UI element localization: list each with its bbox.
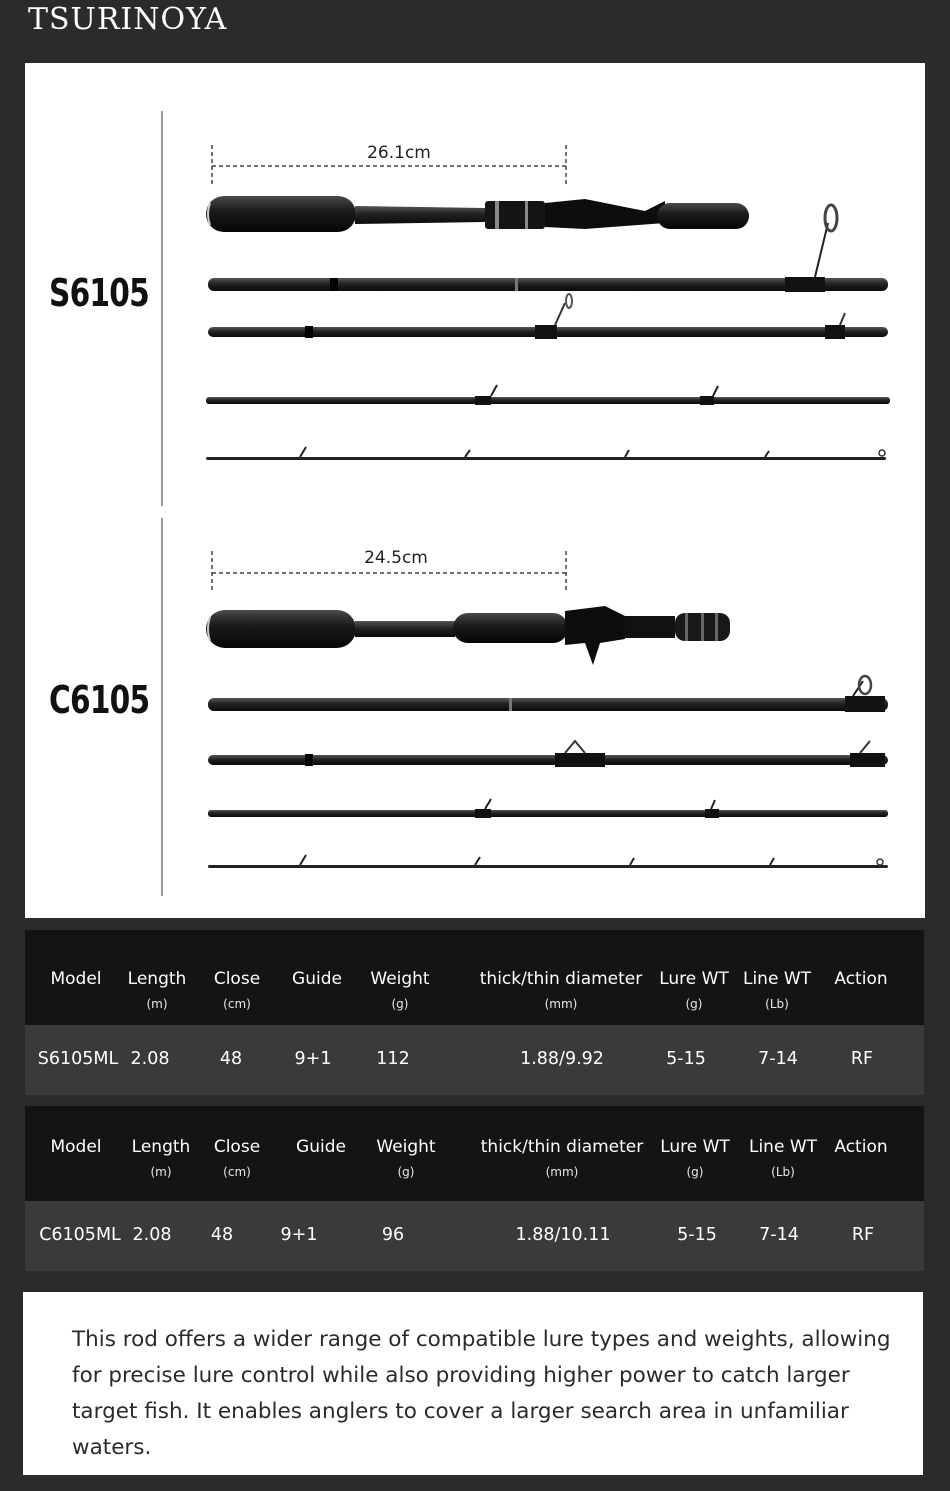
cell-guide: 9+1 [294, 1049, 332, 1069]
header-diameter-unit: (mm) [545, 1165, 579, 1179]
spinning-section-5 [206, 447, 886, 460]
rod-diagram-panel [25, 63, 925, 918]
cell-action: RF [851, 1225, 875, 1245]
spec-table-s6105 [25, 930, 924, 1095]
cell-length: 2.08 [132, 1225, 172, 1245]
cell-length: 2.08 [130, 1049, 170, 1069]
cell-model: C6105ML [39, 1225, 121, 1245]
header-close: Close [213, 969, 261, 989]
table-row [25, 1201, 924, 1271]
header-model: Model [50, 969, 102, 989]
header-action: Action [834, 1137, 888, 1157]
spinning-handle [206, 196, 749, 232]
header-model: Model [50, 1137, 102, 1157]
spinning-section-3 [208, 294, 888, 339]
casting-section-2 [208, 676, 888, 712]
header-diameter-unit: (mm) [544, 997, 578, 1011]
product-description-card [23, 1292, 923, 1475]
brand-logo: TSURINOYA [28, 2, 228, 37]
casting-handle [206, 606, 730, 665]
header-line-wt: Line WT [748, 1137, 818, 1157]
cell-line-wt: 7-14 [759, 1225, 799, 1245]
cell-diameter: 1.88/9.92 [520, 1049, 604, 1069]
cell-close: 48 [219, 1049, 243, 1069]
cell-model: S6105ML [37, 1049, 119, 1069]
header-weight-unit: (g) [397, 1165, 415, 1179]
spinning-grip-dimension [212, 143, 566, 185]
header-lure-wt: Lure WT [660, 1137, 730, 1157]
header-lure-wt-unit: (g) [685, 997, 703, 1011]
header-close-unit: (cm) [223, 997, 251, 1011]
header-guide: Guide [296, 1137, 346, 1157]
casting-model-label: C6105 [49, 678, 150, 722]
header-action: Action [834, 969, 888, 989]
header-line-wt-unit: (Lb) [771, 1165, 795, 1179]
header-weight-unit: (g) [391, 997, 409, 1011]
casting-section-4 [208, 799, 888, 818]
spec-table-header [25, 930, 924, 1025]
cell-line-wt: 7-14 [758, 1049, 798, 1069]
header-lure-wt-unit: (g) [686, 1165, 704, 1179]
spinning-grip-length: 26.1cm [367, 143, 431, 163]
header-weight: Weight [376, 1137, 436, 1157]
spinning-model-label: S6105 [49, 271, 149, 315]
header-close: Close [213, 1137, 261, 1157]
spec-table-c6105 [25, 1106, 924, 1271]
cell-lure-wt: 5-15 [677, 1225, 717, 1245]
spinning-section-4 [206, 385, 890, 405]
cell-lure-wt: 5-15 [666, 1049, 706, 1069]
header-close-unit: (cm) [223, 1165, 251, 1179]
cell-diameter: 1.88/10.11 [515, 1225, 611, 1245]
cell-weight: 96 [381, 1225, 405, 1245]
casting-grip-dimension [212, 548, 566, 591]
cell-close: 48 [210, 1225, 234, 1245]
product-description: This rod offers a wider range of compatible lure types and weights, allowing for precise lure control while also providing higher power to catch larger target fish. It enables anglers to cover a larger search area in unfamiliar waters. [72, 1327, 891, 1460]
casting-section-3 [208, 741, 888, 767]
cell-weight: 112 [376, 1049, 410, 1069]
table-row [25, 1025, 924, 1095]
header-length: Length [131, 1137, 191, 1157]
cell-guide: 9+1 [280, 1225, 318, 1245]
header-weight: Weight [370, 969, 430, 989]
header-line-wt: Line WT [742, 969, 812, 989]
header-lure-wt: Lure WT [659, 969, 729, 989]
casting-grip-length: 24.5cm [364, 548, 428, 568]
casting-section-5 [208, 855, 888, 868]
header-diameter: thick/thin diameter [480, 1137, 644, 1157]
header-line-wt-unit: (Lb) [765, 997, 789, 1011]
header-length: Length [127, 969, 187, 989]
spec-table-header [25, 1106, 924, 1201]
header-length-unit: (m) [150, 1165, 172, 1179]
header-length-unit: (m) [146, 997, 168, 1011]
cell-action: RF [850, 1049, 874, 1069]
header-diameter: thick/thin diameter [479, 969, 643, 989]
header-guide: Guide [292, 969, 342, 989]
rod-sections-illustration [25, 63, 925, 918]
